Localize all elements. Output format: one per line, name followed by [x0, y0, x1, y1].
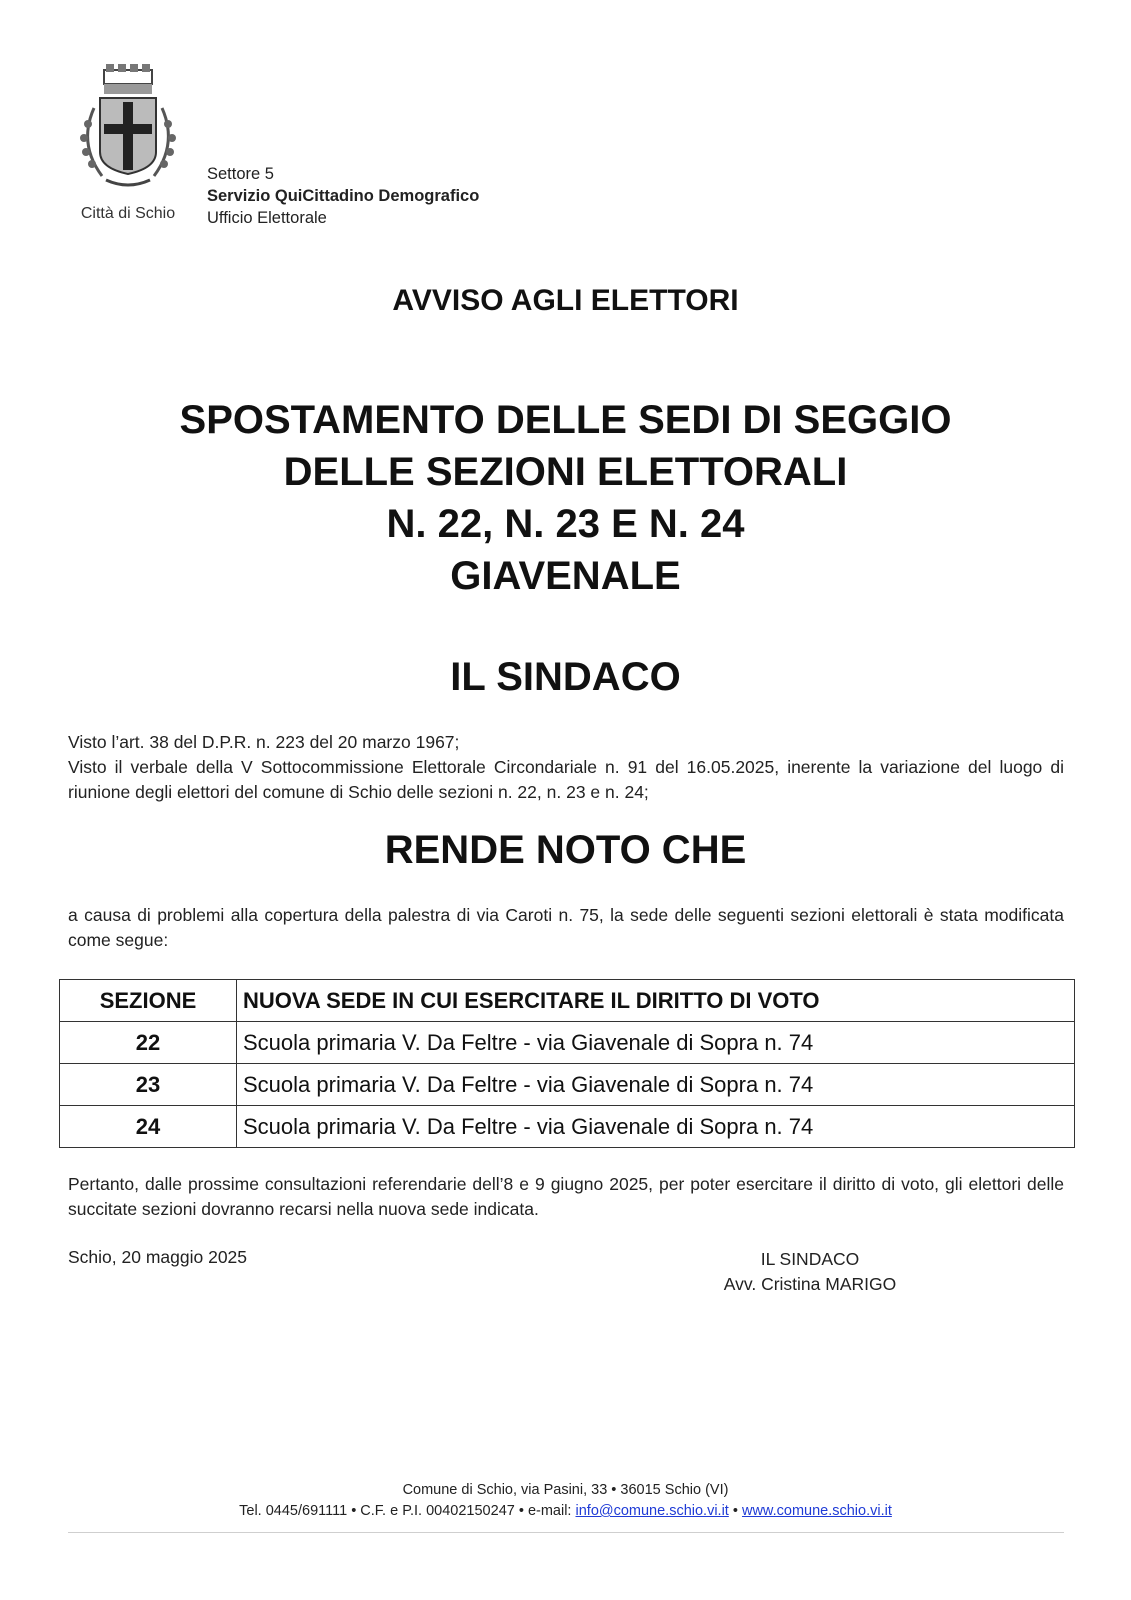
signature-role: IL SINDACO: [760, 1249, 860, 1269]
main-title-line: SPOSTAMENTO DELLE SEDI DI SEGGIO: [179, 398, 952, 442]
sector-line: Settore 5: [207, 165, 274, 183]
section-location: Scuola primaria V. Da Feltre - via Giavenale di Sopra n. 74: [237, 1064, 1075, 1106]
premise-paragraph: Visto il verbale della V Sottocommissione Elettorale Circondariale n. 91 del 16.05.2025, inerente la variazione del luogo di riunione degli elettori del comune di Schio delle sezioni n. 22, n. 23 e n. 24;: [68, 757, 1064, 802]
email-link[interactable]: info@comune.schio.vi.it: [575, 1503, 729, 1519]
footer-contacts-text: Tel. 0445/691111 • C.F. e P.I. 00402150247 • e-mail:: [239, 1503, 576, 1519]
column-header-location: NUOVA SEDE IN CUI ESERCITARE IL DIRITTO DI VOTO: [237, 980, 1075, 1022]
office-line: Ufficio Elettorale: [207, 209, 327, 227]
table-row: [60, 1106, 1075, 1148]
notice-title: AVVISO AGLI ELETTORI: [392, 284, 739, 317]
footer-contacts: [0, 1503, 1131, 1519]
footer-address: Comune di Schio, via Pasini, 33 • 36015 Schio (VI): [402, 1482, 729, 1498]
declaration-heading: RENDE NOTO CHE: [384, 828, 747, 872]
conclusion-paragraph: Pertanto, dalle prossime consultazioni referendarie dell’8 e 9 giugno 2025, per poter esercitare il diritto di voto, gli elettori delle succitate sezioni dovranno recarsi nella nuova sede indicata.: [68, 1174, 1064, 1219]
section-number: 24: [60, 1106, 237, 1148]
section-location: Scuola primaria V. Da Feltre - via Giavenale di Sopra n. 74: [237, 1106, 1075, 1148]
sections-table: [59, 979, 1075, 1148]
premise-paragraph: Visto l’art. 38 del D.P.R. n. 223 del 20 marzo 1967;: [68, 732, 460, 752]
office-info: [207, 163, 479, 229]
main-title: [0, 394, 1131, 602]
footer-divider: [68, 1532, 1064, 1533]
website-link[interactable]: www.comune.schio.vi.it: [741, 1503, 892, 1519]
section-location: Scuola primaria V. Da Feltre - via Giavenale di Sopra n. 74: [237, 1022, 1075, 1064]
crest-label: Città di Schio: [80, 205, 176, 222]
table-row: [60, 1022, 1075, 1064]
signature-block: [680, 1247, 940, 1297]
table-header-row: [60, 980, 1075, 1022]
intro-paragraph: a causa di problemi alla copertura della palestra di via Caroti n. 75, la sede delle seguenti sezioni elettorali è stata modificata come segue:: [68, 905, 1064, 950]
section-number: 23: [60, 1064, 237, 1106]
date-place: Schio, 20 maggio 2025: [68, 1247, 248, 1267]
signature-name: Avv. Cristina MARIGO: [723, 1274, 897, 1294]
table-row: [60, 1064, 1075, 1106]
footer-separator: •: [728, 1503, 742, 1519]
crest-emblem-icon: [66, 64, 190, 199]
main-title-line: N. 22, N. 23 E N. 24: [386, 502, 745, 546]
mayor-heading: IL SINDACO: [450, 655, 681, 699]
section-number: 22: [60, 1022, 237, 1064]
premises: [68, 730, 1064, 805]
main-title-line: GIAVENALE: [450, 554, 681, 598]
main-title-line: DELLE SEZIONI ELETTORALI: [283, 450, 848, 494]
city-crest: [66, 64, 190, 224]
column-header-section: SEZIONE: [60, 980, 237, 1022]
service-line: Servizio QuiCittadino Demografico: [207, 187, 480, 205]
